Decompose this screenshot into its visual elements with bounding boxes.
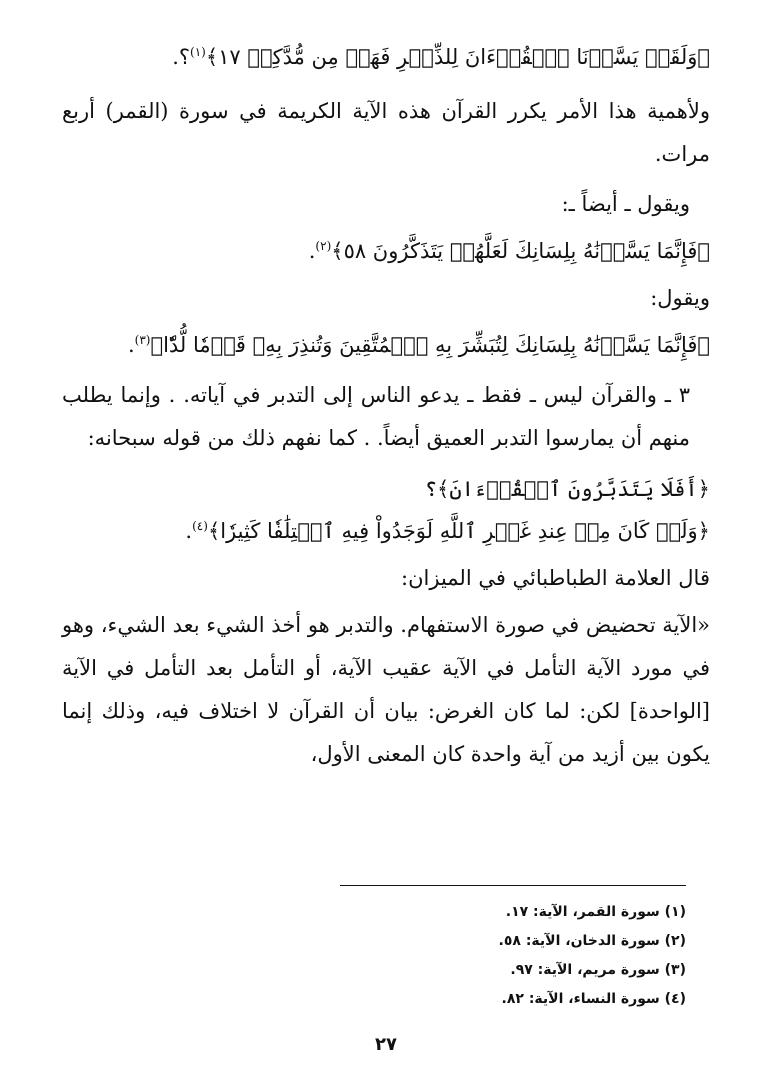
footnote-ref-4: (٤)	[192, 519, 208, 533]
footnote-divider	[340, 885, 686, 886]
footnote-ref-3: (٣)	[134, 333, 151, 347]
paragraph-4: ٣ ـ والقرآن ليس ـ فقط ـ يدعو الناس إلى التدبر في آياته. . وإنما يطلب منهم أن يمارسوا التدبر العميق أيضاً. . كما نفهم ذلك من قوله سبحانه:	[62, 383, 690, 450]
verse-5	[62, 510, 710, 552]
verse-2-tail: .	[308, 239, 316, 263]
verse-2	[62, 230, 710, 272]
verse-2-text: ﴿فَإِنَّمَا يَسَّرۡنَٰهُ بِلِسَانِكَ لَعَلَّهُمۡ يَتَذَكَّرُونَ ٥٨﴾	[331, 239, 710, 263]
verse-4-text: ﴿أَفَلَا يَتَدَبَّرُونَ ٱلۡقُرۡءَانَ﴾	[437, 477, 710, 501]
paragraph-3: ويقول:	[650, 286, 710, 310]
verse-1-text: ﴿وَلَقَدۡ يَسَّرۡنَا ٱلۡقُرۡءَانَ لِلذِّكۡرِ فَهَلۡ مِن مُّدَّكِرٖ ١٧﴾	[205, 45, 710, 69]
footnote-ref-1: (١)	[190, 45, 206, 59]
footnotes	[286, 898, 686, 1014]
footnote-4: (٤) سورة النساء، الآية: ٨٢.	[501, 991, 686, 1007]
paragraph-2: ويقول ـ أيضاً ـ:	[561, 192, 690, 216]
paragraph-6: «الآية تحضيض في صورة الاستفهام. والتدبر هو أخذ الشيء بعد الشيء، وهو في مورد الآية التأمل في الآية عقيب الآية، أو التأمل بعد التأمل في الآية [الواحدة] لكن: لما كان الغرض: بيان أن القرآن لا اختلاف فيه، وذلك إنما يكون بين أزيد من آية واحدة كان المعنى الأول،	[62, 613, 710, 766]
verse-4-tail: ؟	[424, 477, 438, 501]
footnote-3: (٣) سورة مريم، الآية: ٩٧.	[510, 962, 686, 978]
verse-1	[62, 36, 710, 78]
verse-3-text: ﴿فَإِنَّمَا يَسَّرۡنَٰهُ بِلِسَانِكَ لِتُبَشِّرَ بِهِ ٱلۡمُتَّقِينَ وَتُنذِرَ بِهِۦ قَوۡمٗا لُّدّٗا﴾	[150, 333, 710, 357]
footnote-1: (١) سورة القمر، الآية: ١٧.	[505, 904, 686, 920]
paragraph-1: ولأهمية هذا الأمر يكرر القرآن هذه الآية الكريمة في سورة (القمر) أربع مرات.	[62, 99, 710, 166]
verse-1-tail: ؟.	[172, 45, 191, 69]
footnote-ref-2: (٢)	[315, 239, 332, 253]
verse-3-tail: .	[127, 333, 135, 357]
verse-4	[62, 468, 710, 510]
verse-5-text: ﴿وَلَوۡ كَانَ مِنۡ عِندِ غَيۡرِ ٱللَّهِ لَوَجَدُواْ فِيهِ ٱخۡتِلَٰفٗا كَثِيرٗا﴾	[207, 519, 710, 543]
paragraph-5: قال العلامة الطباطبائي في الميزان:	[401, 566, 710, 590]
verse-5-tail: .	[185, 519, 193, 543]
footnote-2: (٢) سورة الدخان، الآية: ٥٨.	[498, 933, 686, 949]
verse-3	[62, 324, 710, 366]
page-number: ٢٧	[375, 1034, 397, 1055]
